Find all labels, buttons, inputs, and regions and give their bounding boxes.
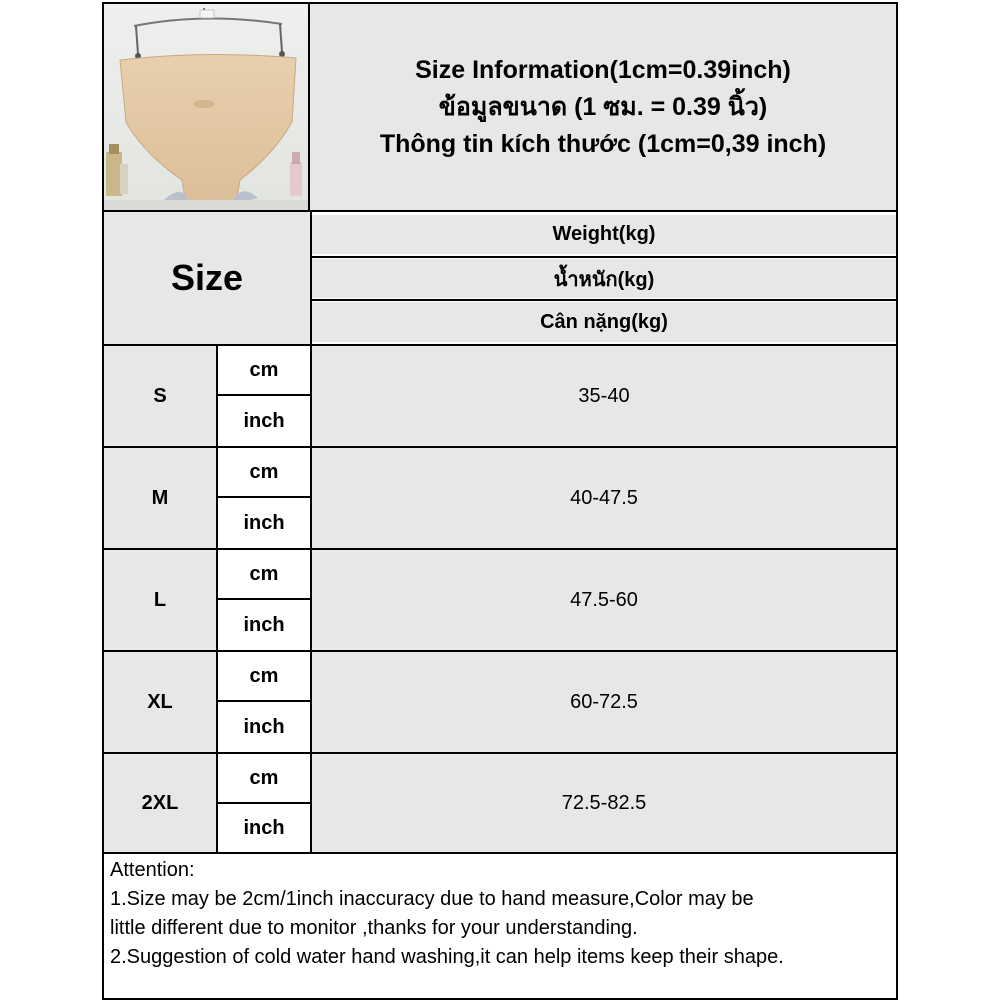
note-line-2: little different due to monitor ,thanks for your understanding.	[110, 917, 638, 939]
weight-value-2xl: 72.5-82.5	[312, 754, 896, 852]
size-label-xl: XL	[104, 652, 216, 752]
note-line-3: 2.Suggestion of cold water hand washing,it can help items keep their shape.	[110, 946, 784, 968]
weight-header-thai: น้ำหนัก(kg)	[312, 259, 896, 298]
unit-inch: inch	[218, 600, 310, 650]
unit-inch: inch	[218, 702, 310, 752]
size-label-s: S	[104, 346, 216, 446]
weight-value-s: 35-40	[312, 346, 896, 446]
weight-value-xl: 60-72.5	[312, 652, 896, 752]
unit-cm: cm	[218, 448, 310, 496]
panties-image	[104, 4, 308, 210]
title-vietnamese: Thông tin kích thước (1cm=0,39 inch)	[379, 129, 827, 158]
unit-inch: inch	[218, 498, 310, 548]
unit-inch: inch	[218, 396, 310, 446]
size-label-m: M	[104, 448, 216, 548]
unit-cm: cm	[218, 754, 310, 802]
unit-inch: inch	[218, 804, 310, 852]
weight-header-vietnamese: Cân nặng(kg)	[312, 302, 896, 342]
size-label-l: L	[104, 550, 216, 650]
weight-value-m: 40-47.5	[312, 448, 896, 548]
unit-cm: cm	[218, 652, 310, 700]
size-chart	[102, 2, 898, 1000]
title-english: Size Information(1cm=0.39inch)	[415, 55, 791, 84]
note-line-1: 1.Size may be 2cm/1inch inaccuracy due to hand measure,Color may be	[110, 888, 754, 910]
notes-heading: Attention:	[110, 859, 195, 881]
unit-cm: cm	[218, 550, 310, 598]
attention-notes	[104, 854, 896, 998]
product-photo	[104, 4, 310, 212]
size-info-title	[310, 4, 896, 212]
size-column-header: Size	[104, 212, 310, 344]
weight-header-english: Weight(kg)	[312, 215, 896, 254]
size-label-2xl: 2XL	[104, 754, 216, 852]
title-thai: ข้อมูลขนาด (1 ซม. = 0.39 นิ้ว)	[438, 92, 768, 121]
weight-value-l: 47.5-60	[312, 550, 896, 650]
unit-cm: cm	[218, 346, 310, 394]
